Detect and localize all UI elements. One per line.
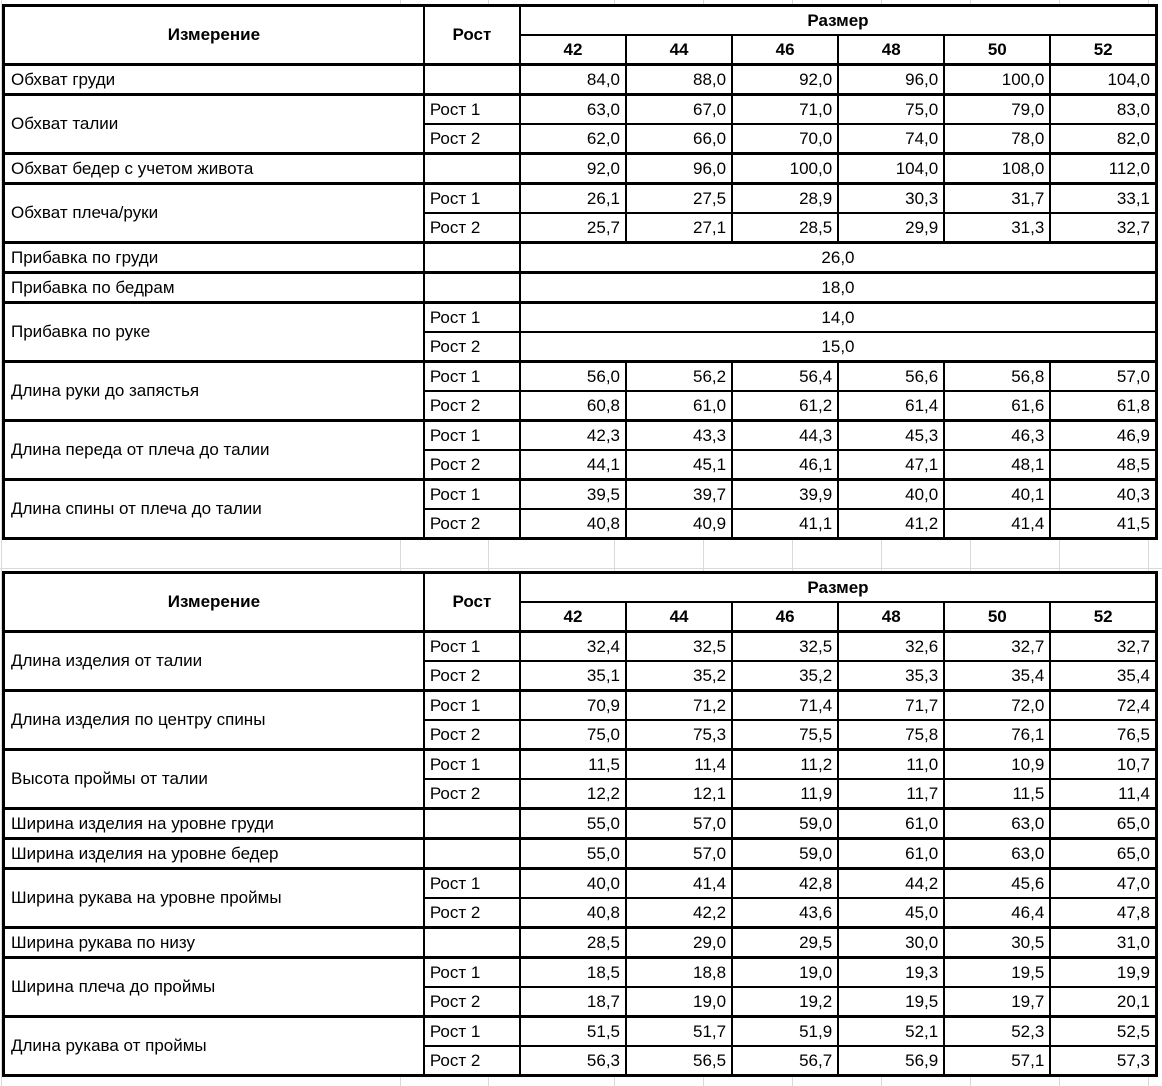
header-size-42: 42 (520, 602, 626, 632)
header-size-44: 44 (626, 35, 732, 65)
table-row (4, 750, 1157, 780)
header-size-48: 48 (838, 602, 944, 632)
value-cell: 45,3 (838, 421, 944, 451)
table-row (4, 1017, 1157, 1047)
value-cell: 48,5 (1050, 450, 1156, 480)
value-cell: 39,5 (520, 480, 626, 510)
value-cell: 19,5 (838, 987, 944, 1017)
value-cell: 19,3 (838, 958, 944, 988)
header-rost: Рост (424, 573, 520, 632)
table-row (4, 809, 1157, 839)
measurement-label: Обхват плеча/руки (4, 184, 424, 243)
table-row (4, 958, 1157, 988)
value-cell: 56,6 (838, 362, 944, 392)
value-cell: 56,8 (944, 362, 1050, 392)
header-size-52: 52 (1050, 602, 1156, 632)
rost-cell: Рост 1 (424, 480, 520, 510)
value-cell: 26,1 (520, 184, 626, 214)
value-cell: 40,8 (520, 898, 626, 928)
value-cell: 30,5 (944, 928, 1050, 958)
value-cell: 11,4 (626, 750, 732, 780)
value-cell: 52,5 (1050, 1017, 1156, 1047)
value-cell: 52,1 (838, 1017, 944, 1047)
value-cell: 29,5 (732, 928, 838, 958)
value-cell: 76,5 (1050, 720, 1156, 750)
value-cell: 52,3 (944, 1017, 1050, 1047)
table-row (4, 362, 1157, 392)
value-cell: 51,5 (520, 1017, 626, 1047)
value-cell: 35,4 (944, 661, 1050, 691)
rost-cell (424, 154, 520, 184)
value-cell: 18,7 (520, 987, 626, 1017)
measurement-label: Прибавка по бедрам (4, 273, 424, 303)
value-cell: 74,0 (838, 124, 944, 154)
rost-cell: Рост 1 (424, 95, 520, 125)
value-cell: 19,7 (944, 987, 1050, 1017)
value-cell: 47,8 (1050, 898, 1156, 928)
measurement-label: Длина рукава от проймы (4, 1017, 424, 1076)
rost-cell: Рост 1 (424, 632, 520, 662)
value-cell: 56,3 (520, 1046, 626, 1076)
value-cell: 27,1 (626, 213, 732, 243)
value-cell: 75,0 (838, 95, 944, 125)
value-cell: 82,0 (1050, 124, 1156, 154)
table-row (4, 303, 1157, 333)
value-cell: 41,4 (944, 509, 1050, 539)
value-cell: 11,2 (732, 750, 838, 780)
measurement-label: Длина изделия по центру спины (4, 691, 424, 750)
measurement-label: Обхват талии (4, 95, 424, 154)
table-row (4, 243, 1157, 273)
value-cell: 11,5 (520, 750, 626, 780)
value-cell: 60,8 (520, 391, 626, 421)
header-izmerenie: Измерение (4, 6, 424, 65)
measurement-label: Прибавка по руке (4, 303, 424, 362)
table-row (4, 869, 1157, 899)
rost-cell: Рост 2 (424, 779, 520, 809)
measurement-label: Длина изделия от талии (4, 632, 424, 691)
measurement-label: Высота проймы от талии (4, 750, 424, 809)
rost-cell: Рост 2 (424, 720, 520, 750)
value-cell: 19,0 (732, 958, 838, 988)
table-row (4, 273, 1157, 303)
value-cell: 45,0 (838, 898, 944, 928)
rost-cell: Рост 1 (424, 958, 520, 988)
value-cell: 45,1 (626, 450, 732, 480)
value-cell: 19,0 (626, 987, 732, 1017)
value-cell: 28,9 (732, 184, 838, 214)
value-cell: 56,4 (732, 362, 838, 392)
header-size-44: 44 (626, 602, 732, 632)
value-cell: 61,6 (944, 391, 1050, 421)
rost-cell: Рост 2 (424, 332, 520, 362)
header-size-46: 46 (732, 35, 838, 65)
value-cell: 12,2 (520, 779, 626, 809)
measurement-label: Ширина изделия на уровне груди (4, 809, 424, 839)
rost-cell: Рост 1 (424, 691, 520, 721)
value-cell: 31,0 (1050, 928, 1156, 958)
table-row (4, 480, 1157, 510)
merged-value-cell: 26,0 (520, 243, 1157, 273)
value-cell: 65,0 (1050, 839, 1156, 869)
value-cell: 41,2 (838, 509, 944, 539)
value-cell: 100,0 (732, 154, 838, 184)
value-cell: 11,0 (838, 750, 944, 780)
header-size-46: 46 (732, 602, 838, 632)
table-row (4, 839, 1157, 869)
table-row (4, 632, 1157, 662)
value-cell: 67,0 (626, 95, 732, 125)
measurement-label: Длина руки до запястья (4, 362, 424, 421)
value-cell: 25,7 (520, 213, 626, 243)
value-cell: 65,0 (1050, 809, 1156, 839)
rost-cell (424, 273, 520, 303)
value-cell: 72,0 (944, 691, 1050, 721)
table-row (4, 154, 1157, 184)
value-cell: 100,0 (944, 65, 1050, 95)
measurement-label: Ширина изделия на уровне бедер (4, 839, 424, 869)
value-cell: 30,3 (838, 184, 944, 214)
value-cell: 40,8 (520, 509, 626, 539)
rost-cell: Рост 2 (424, 213, 520, 243)
header-size-50: 50 (944, 602, 1050, 632)
value-cell: 76,1 (944, 720, 1050, 750)
value-cell: 51,7 (626, 1017, 732, 1047)
value-cell: 35,1 (520, 661, 626, 691)
value-cell: 56,7 (732, 1046, 838, 1076)
value-cell: 32,7 (1050, 213, 1156, 243)
rost-cell: Рост 1 (424, 1017, 520, 1047)
measurement-label: Ширина рукава по низу (4, 928, 424, 958)
value-cell: 43,3 (626, 421, 732, 451)
rost-cell (424, 839, 520, 869)
merged-value-cell: 15,0 (520, 332, 1157, 362)
value-cell: 11,7 (838, 779, 944, 809)
value-cell: 28,5 (732, 213, 838, 243)
header-size-52: 52 (1050, 35, 1156, 65)
value-cell: 43,6 (732, 898, 838, 928)
value-cell: 71,7 (838, 691, 944, 721)
value-cell: 28,5 (520, 928, 626, 958)
header-razmer: Размер (520, 6, 1157, 36)
value-cell: 88,0 (626, 65, 732, 95)
value-cell: 61,0 (838, 839, 944, 869)
value-cell: 96,0 (626, 154, 732, 184)
value-cell: 62,0 (520, 124, 626, 154)
rost-cell: Рост 2 (424, 391, 520, 421)
header-izmerenie: Измерение (4, 573, 424, 632)
value-cell: 31,3 (944, 213, 1050, 243)
value-cell: 10,7 (1050, 750, 1156, 780)
header-size-42: 42 (520, 35, 626, 65)
value-cell: 11,9 (732, 779, 838, 809)
measurement-label: Обхват груди (4, 65, 424, 95)
measurement-label: Ширина рукава на уровне проймы (4, 869, 424, 928)
value-cell: 44,1 (520, 450, 626, 480)
measurement-label: Прибавка по груди (4, 243, 424, 273)
value-cell: 56,2 (626, 362, 732, 392)
value-cell: 45,6 (944, 869, 1050, 899)
value-cell: 92,0 (732, 65, 838, 95)
value-cell: 41,5 (1050, 509, 1156, 539)
value-cell: 63,0 (944, 809, 1050, 839)
value-cell: 40,0 (838, 480, 944, 510)
value-cell: 46,4 (944, 898, 1050, 928)
measurement-label: Длина переда от плеча до талии (4, 421, 424, 480)
value-cell: 70,0 (732, 124, 838, 154)
value-cell: 57,1 (944, 1046, 1050, 1076)
value-cell: 70,9 (520, 691, 626, 721)
value-cell: 19,9 (1050, 958, 1156, 988)
measurement-label: Длина спины от плеча до талии (4, 480, 424, 539)
rost-cell: Рост 1 (424, 184, 520, 214)
value-cell: 18,8 (626, 958, 732, 988)
table-row (4, 421, 1157, 451)
value-cell: 41,4 (626, 869, 732, 899)
merged-value-cell: 14,0 (520, 303, 1157, 333)
value-cell: 61,0 (626, 391, 732, 421)
value-cell: 59,0 (732, 839, 838, 869)
value-cell: 71,0 (732, 95, 838, 125)
rost-cell: Рост 1 (424, 750, 520, 780)
value-cell: 61,8 (1050, 391, 1156, 421)
value-cell: 35,2 (732, 661, 838, 691)
value-cell: 44,2 (838, 869, 944, 899)
table-row (4, 95, 1157, 125)
rost-cell: Рост 1 (424, 421, 520, 451)
value-cell: 48,1 (944, 450, 1050, 480)
value-cell: 92,0 (520, 154, 626, 184)
value-cell: 19,5 (944, 958, 1050, 988)
value-cell: 63,0 (944, 839, 1050, 869)
value-cell: 104,0 (1050, 65, 1156, 95)
value-cell: 75,3 (626, 720, 732, 750)
value-cell: 79,0 (944, 95, 1050, 125)
value-cell: 56,5 (626, 1046, 732, 1076)
size-table-1 (2, 4, 1158, 540)
value-cell: 40,9 (626, 509, 732, 539)
rost-cell (424, 243, 520, 273)
value-cell: 55,0 (520, 809, 626, 839)
rost-cell: Рост 1 (424, 303, 520, 333)
value-cell: 32,7 (944, 632, 1050, 662)
rost-cell: Рост 2 (424, 987, 520, 1017)
value-cell: 33,1 (1050, 184, 1156, 214)
value-cell: 42,3 (520, 421, 626, 451)
value-cell: 47,0 (1050, 869, 1156, 899)
value-cell: 39,9 (732, 480, 838, 510)
value-cell: 55,0 (520, 839, 626, 869)
value-cell: 57,3 (1050, 1046, 1156, 1076)
value-cell: 61,0 (838, 809, 944, 839)
value-cell: 46,1 (732, 450, 838, 480)
value-cell: 42,2 (626, 898, 732, 928)
value-cell: 75,8 (838, 720, 944, 750)
value-cell: 35,3 (838, 661, 944, 691)
value-cell: 57,0 (626, 809, 732, 839)
header-size-50: 50 (944, 35, 1050, 65)
rost-cell (424, 65, 520, 95)
value-cell: 47,1 (838, 450, 944, 480)
measurement-label: Обхват бедер с учетом живота (4, 154, 424, 184)
value-cell: 39,7 (626, 480, 732, 510)
value-cell: 30,0 (838, 928, 944, 958)
merged-value-cell: 18,0 (520, 273, 1157, 303)
value-cell: 59,0 (732, 809, 838, 839)
rost-cell: Рост 2 (424, 1046, 520, 1076)
value-cell: 35,2 (626, 661, 732, 691)
size-table-2 (2, 571, 1158, 1077)
value-cell: 63,0 (520, 95, 626, 125)
value-cell: 112,0 (1050, 154, 1156, 184)
value-cell: 46,9 (1050, 421, 1156, 451)
value-cell: 46,3 (944, 421, 1050, 451)
rost-cell (424, 809, 520, 839)
value-cell: 32,6 (838, 632, 944, 662)
value-cell: 11,4 (1050, 779, 1156, 809)
measurement-label: Ширина плеча до проймы (4, 958, 424, 1017)
table-row (4, 928, 1157, 958)
value-cell: 83,0 (1050, 95, 1156, 125)
value-cell: 35,4 (1050, 661, 1156, 691)
value-cell: 61,4 (838, 391, 944, 421)
value-cell: 104,0 (838, 154, 944, 184)
header-razmer: Размер (520, 573, 1157, 603)
value-cell: 32,5 (626, 632, 732, 662)
value-cell: 40,1 (944, 480, 1050, 510)
value-cell: 32,4 (520, 632, 626, 662)
header-rost: Рост (424, 6, 520, 65)
value-cell: 27,5 (626, 184, 732, 214)
value-cell: 84,0 (520, 65, 626, 95)
value-cell: 19,2 (732, 987, 838, 1017)
table-row (4, 691, 1157, 721)
value-cell: 18,5 (520, 958, 626, 988)
value-cell: 40,3 (1050, 480, 1156, 510)
value-cell: 32,7 (1050, 632, 1156, 662)
value-cell: 75,5 (732, 720, 838, 750)
header-size-48: 48 (838, 35, 944, 65)
value-cell: 56,0 (520, 362, 626, 392)
rost-cell: Рост 2 (424, 124, 520, 154)
value-cell: 29,9 (838, 213, 944, 243)
value-cell: 61,2 (732, 391, 838, 421)
value-cell: 44,3 (732, 421, 838, 451)
value-cell: 10,9 (944, 750, 1050, 780)
value-cell: 41,1 (732, 509, 838, 539)
value-cell: 40,0 (520, 869, 626, 899)
value-cell: 66,0 (626, 124, 732, 154)
value-cell: 71,4 (732, 691, 838, 721)
value-cell: 31,7 (944, 184, 1050, 214)
value-cell: 12,1 (626, 779, 732, 809)
rost-cell: Рост 1 (424, 362, 520, 392)
value-cell: 57,0 (1050, 362, 1156, 392)
table-row (4, 65, 1157, 95)
table-row (4, 184, 1157, 214)
value-cell: 108,0 (944, 154, 1050, 184)
rost-cell: Рост 1 (424, 869, 520, 899)
rost-cell: Рост 2 (424, 898, 520, 928)
value-cell: 96,0 (838, 65, 944, 95)
value-cell: 32,5 (732, 632, 838, 662)
value-cell: 20,1 (1050, 987, 1156, 1017)
rost-cell: Рост 2 (424, 450, 520, 480)
value-cell: 42,8 (732, 869, 838, 899)
value-cell: 51,9 (732, 1017, 838, 1047)
value-cell: 71,2 (626, 691, 732, 721)
value-cell: 57,0 (626, 839, 732, 869)
rost-cell (424, 928, 520, 958)
value-cell: 56,9 (838, 1046, 944, 1076)
rost-cell: Рост 2 (424, 509, 520, 539)
value-cell: 29,0 (626, 928, 732, 958)
value-cell: 72,4 (1050, 691, 1156, 721)
rost-cell: Рост 2 (424, 661, 520, 691)
value-cell: 11,5 (944, 779, 1050, 809)
value-cell: 75,0 (520, 720, 626, 750)
value-cell: 78,0 (944, 124, 1050, 154)
